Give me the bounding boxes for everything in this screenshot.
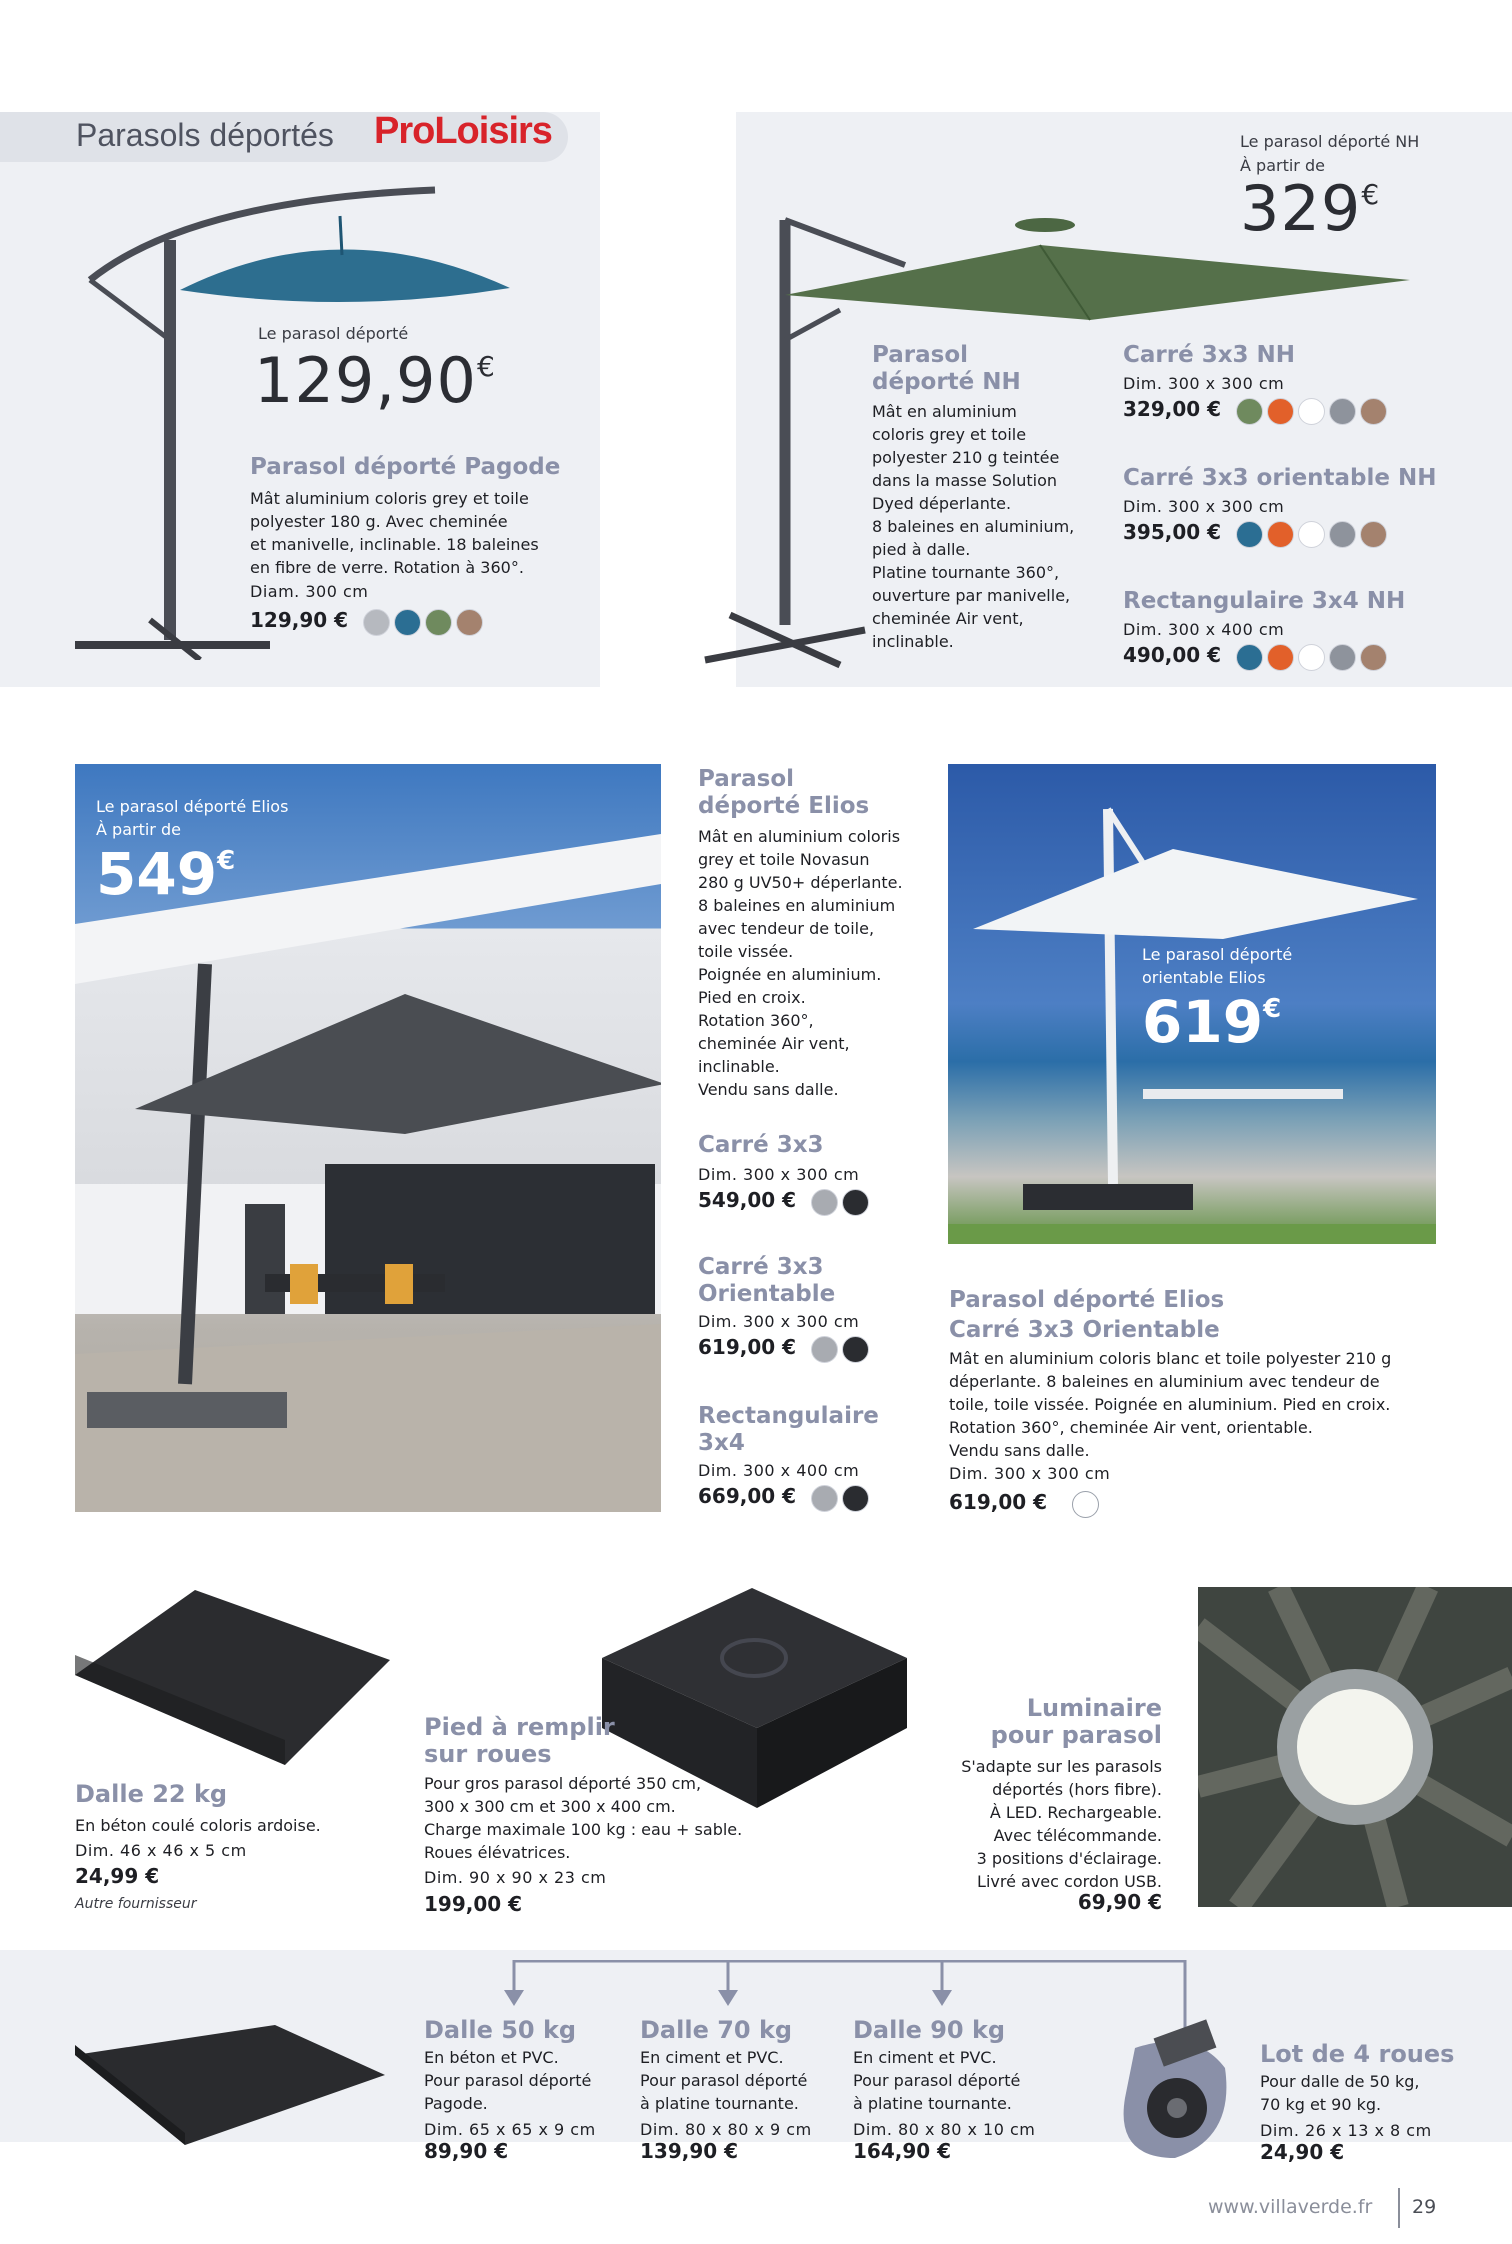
nh-desc [872,400,1074,653]
elios-desc-line: cheminée Air vent, [698,1034,850,1053]
elios-orientable-desc-line: Mât en aluminium coloris blanc et toile polyester 210 g [949,1349,1392,1368]
color-swatch-grey[interactable] [1329,521,1356,548]
elios-variant-price-row [698,1484,879,1512]
dalle-dim: Dim. 65 x 65 x 9 cm [424,2120,596,2139]
pagode-desc-line: polyester 180 g. Avec cheminée [250,512,508,531]
nh-desc-line: Mât en aluminium [872,402,1017,421]
dalle-desc-line: à platine tournante. [640,2094,799,2113]
pied-roues-desc-line: Roues élévatrices. [424,1843,571,1862]
luminaire-desc-line: déportés (hors fibre). [992,1780,1162,1799]
nh-price-big [1240,172,1380,245]
elios-orientable-desc-line: déperlante. 8 baleines en aluminium avec tendeur de [949,1372,1380,1391]
nh-price-currency: € [1361,178,1381,211]
pied-roues-desc-line: Charge maximale 100 kg : eau + sable. [424,1820,743,1839]
color-swatch-taupe[interactable] [1360,644,1387,671]
elios-desc-line: grey et toile Novasun [698,850,870,869]
luminaire-desc [880,1755,1162,1893]
dalle-dim: Dim. 80 x 80 x 9 cm [640,2120,812,2139]
dalle-dim: Dim. 80 x 80 x 10 cm [853,2120,1036,2139]
elios-variant-carre [698,1132,869,1216]
elios-desc-line: avec tendeur de toile, [698,919,875,938]
dalle-90kg-info [853,2016,1035,2163]
luminaire-title-line: Luminaire [1026,1694,1162,1722]
section-title: Parasols déportés [76,117,334,153]
nh-variant-price: 329,00 € [1123,397,1222,421]
elios-desc-line: Pied en croix. [698,988,806,1007]
pagode-price-currency: € [476,350,496,383]
nh-title [872,342,1021,396]
elios-variant-title-line: 3x4 [698,1430,745,1456]
pagode-price-big-value: 129,90 [254,344,477,417]
pagode-lead: Le parasol déporté [258,324,409,343]
pagode-desc-line: et manivelle, inclinable. 18 baleines [250,535,539,554]
luminaire-led-image [1198,1587,1512,1907]
dalle-title: Dalle 70 kg [640,2016,793,2044]
elios-orientable-desc-line: Rotation 360°, cheminée Air vent, orientable. [949,1418,1313,1437]
dalle-22kg-note: Autre fournisseur [75,1896,197,1912]
color-swatch-white[interactable] [1298,398,1325,425]
pagode-parasol-image [70,180,710,660]
color-swatch-grey[interactable] [1329,398,1356,425]
dalle-50kg-image [75,2025,390,2145]
nh-desc-line: pied à dalle. [872,540,971,559]
elios-variant-dim: Dim. 300 x 300 cm [698,1312,860,1331]
elios-desc-line: 8 baleines en aluminium [698,896,896,915]
nh-price-big-value: 329 [1240,172,1362,245]
elios-variant-title-line: Orientable [698,1281,836,1307]
elios-variant-price-row [698,1188,869,1216]
nh-lead-line: À partir de [1240,156,1325,175]
elios-variant-price-row [698,1335,869,1363]
elios-photo-price-currency: € [217,846,236,876]
page-number: 29 [1412,2196,1437,2218]
dalle-desc-line: En ciment et PVC. [853,2048,997,2067]
color-swatch-grey[interactable] [811,1485,838,1512]
elios-photo-lead [96,795,288,841]
dalle-22kg-dim: Dim. 46 x 46 x 5 cm [75,1841,247,1860]
dalle-70kg-info [640,2016,812,2163]
elios-desc-line: inclinable. [698,1057,780,1076]
nh-variant-price-row [1123,520,1437,548]
color-swatch-anthracite[interactable] [842,1189,869,1216]
pagode-desc [250,487,539,579]
nh-lead-line: Le parasol déporté NH [1240,132,1420,151]
nh-desc-line: inclinable. [872,632,954,651]
elios-desc-line: Vendu sans dalle. [698,1080,839,1099]
elios-orientable-lead [1142,943,1292,989]
elios-variant-rectangulaire [698,1403,879,1512]
luminaire-desc-line: S'adapte sur les parasols [961,1757,1162,1776]
pied-roues-dim: Dim. 90 x 90 x 23 cm [424,1868,607,1887]
nh-variant-title: Carré 3x3 orientable NH [1123,465,1437,491]
nh-variant-dim: Dim. 300 x 300 cm [1123,374,1285,393]
pagode-color-swatches [363,609,483,636]
pied-roues-title [424,1714,615,1768]
nh-variant-carre [1123,342,1387,425]
pagode-title: Parasol déporté Pagode [250,454,561,480]
elios-orientable-price-currency: € [1263,994,1282,1024]
pagode-price: 129,90 € [250,608,349,632]
roues-price: 24,90 € [1260,2140,1345,2164]
pied-roues-desc-line: 300 x 300 cm et 300 x 400 cm. [424,1797,676,1816]
nh-variant-dim: Dim. 300 x 300 cm [1123,497,1285,516]
color-swatch-anthracite[interactable] [842,1485,869,1512]
elios-orientable-price-row [949,1490,1099,1518]
elios-photo-lead-line: Le parasol déporté Elios [96,797,289,816]
elios-title-line: déporté Elios [698,793,870,819]
nh-desc-line: cheminée Air vent, [872,609,1024,628]
elios-variant-title [698,1254,869,1308]
elios-variant-swatches [811,1336,869,1363]
pagode-desc-line: en fibre de verre. Rotation à 360°. [250,558,524,577]
dalle-22kg-desc: En béton coulé coloris ardoise. [75,1816,321,1835]
footer-url[interactable]: www.villaverde.fr [1208,2196,1373,2218]
luminaire-desc-line: Livré avec cordon USB. [977,1872,1162,1891]
color-swatch-blue[interactable] [1236,644,1263,671]
nh-variant-price-row [1123,397,1387,425]
pied-roues-title-line: Pied à remplir [424,1713,615,1741]
dalle-desc-line: Pagode. [424,2094,488,2113]
elios-orientable-price: 619,00 € [949,1490,1048,1514]
elios-variant-swatches [811,1189,869,1216]
color-swatch-orange[interactable] [1267,521,1294,548]
footer-divider [1398,2188,1400,2228]
dalle-22kg-title: Dalle 22 kg [75,1780,228,1808]
elios-variant-swatches [811,1485,869,1512]
elios-desc-line: toile vissée. [698,942,794,961]
dalle-price: 139,90 € [640,2139,739,2163]
nh-desc-line: coloris grey et toile [872,425,1027,444]
elios-orientable-desc [949,1347,1391,1462]
roues-desc-line: Pour dalle de 50 kg, [1260,2072,1420,2091]
dalle-desc-line: à platine tournante. [853,2094,1012,2113]
dalle-desc-line: Pour parasol déporté [640,2071,808,2090]
dalle-22kg-image [75,1590,395,1770]
color-swatch-orange[interactable] [1267,644,1294,671]
dalle-desc-line: En ciment et PVC. [640,2048,784,2067]
dalle-price: 89,90 € [424,2139,509,2163]
color-swatch-taupe[interactable] [1360,521,1387,548]
color-swatch-green[interactable] [425,609,452,636]
color-swatch-white[interactable] [1072,1491,1099,1518]
elios-variant-title-line: Carré 3x3 [698,1254,824,1280]
nh-variant-swatches [1236,644,1387,671]
elios-desc-line: Mât en aluminium coloris [698,827,901,846]
pied-roues-title-line: sur roues [424,1740,552,1768]
nh-desc-line: Dyed déperlante. [872,494,1012,513]
color-swatch-grey[interactable] [363,609,390,636]
color-swatch-taupe[interactable] [456,609,483,636]
color-swatch-blue[interactable] [1236,521,1263,548]
elios-variant-price: 549,00 € [698,1188,797,1212]
nh-lead [1240,130,1419,178]
color-swatch-blue[interactable] [394,609,421,636]
nh-variant-swatches [1236,521,1387,548]
dalle-desc [424,2046,596,2115]
elios-variant-dim: Dim. 300 x 300 cm [698,1165,860,1184]
roues-info [1260,2040,1454,2164]
elios-variant-price: 669,00 € [698,1484,797,1508]
elios-title [698,766,869,820]
elios-photo-lead-line: À partir de [96,820,181,839]
nh-variant-swatches [1236,398,1387,425]
elios-orientable-title [949,1285,1224,1345]
nh-variant-price-row [1123,643,1405,671]
elios-desc-line: Poignée en aluminium. [698,965,882,984]
elios-variant-title-line: Rectangulaire [698,1403,879,1429]
pied-roues-desc [424,1772,742,1864]
color-swatch-grey[interactable] [811,1189,838,1216]
roues-title: Lot de 4 roues [1260,2040,1455,2068]
luminaire-price: 69,90 € [1077,1890,1162,1914]
elios-desc [698,825,903,1101]
elios-orientable-price-big-value: 619 [1142,988,1264,1056]
elios-orientable-price-big [1142,988,1281,1056]
elios-variant-title: Carré 3x3 [698,1132,824,1158]
dalle-50kg-info [424,2016,596,2163]
color-swatch-taupe[interactable] [1360,398,1387,425]
dalle-desc [853,2046,1035,2115]
color-swatch-anthracite[interactable] [842,1336,869,1363]
luminaire-desc-line: 3 positions d'éclairage. [976,1849,1162,1868]
nh-variant-rectangulaire [1123,588,1405,671]
color-swatch-grey[interactable] [1329,644,1356,671]
pagode-dim: Diam. 300 cm [250,582,369,601]
pagode-price-big [254,344,496,417]
color-swatch-white[interactable] [1298,521,1325,548]
pied-roues-desc-line: Pour gros parasol déporté 350 cm, [424,1774,702,1793]
nh-desc-line: Platine tournante 360°, [872,563,1060,582]
dalle-desc-line: Pour parasol déporté [853,2071,1021,2090]
nh-variant-title: Carré 3x3 NH [1123,342,1296,368]
nh-desc-line: dans la masse Solution [872,471,1058,490]
dalle-desc-line: En béton et PVC. [424,2048,559,2067]
elios-photo-price-value: 549 [96,840,218,908]
roues-desc [1260,2070,1454,2116]
nh-title-line: déporté NH [872,369,1021,395]
nh-title-line: Parasol [872,342,968,368]
elios-orientable-desc-line: toile, toile vissée. Poignée en aluminium. Pied en croix. [949,1395,1391,1414]
dalle-22kg-price: 24,99 € [75,1864,160,1888]
luminaire-title [880,1695,1162,1749]
dalle-title: Dalle 90 kg [853,2016,1006,2044]
luminaire-desc-line: Avec télécommande. [993,1826,1162,1845]
color-swatch-white[interactable] [1298,644,1325,671]
dalles-connector-lines [500,1960,1200,2040]
color-swatch-orange[interactable] [1267,398,1294,425]
nh-variant-price: 395,00 € [1123,520,1222,544]
elios-variant-price: 619,00 € [698,1335,797,1359]
elios-variant-orientable [698,1254,869,1363]
elios-desc-line: 280 g UV50+ déperlante. [698,873,903,892]
pagode-desc-line: Mât aluminium coloris grey et toile [250,489,529,508]
luminaire-title-line: pour parasol [990,1721,1162,1749]
elios-desc-line: Rotation 360°, [698,1011,814,1030]
pagode-price-row [250,608,483,636]
elios-variant-title [698,1403,879,1457]
pied-roues-price: 199,00 € [424,1892,523,1916]
luminaire-photo [1198,1587,1512,1907]
elios-orientable-lead-line: Le parasol déporté [1142,945,1293,964]
elios-orientable-lead-line: orientable Elios [1142,968,1266,987]
dalle-title: Dalle 50 kg [424,2016,577,2044]
proloisirs-logo: ProLoisirs [374,110,552,152]
elios-orientable-swatches [1072,1491,1099,1518]
roues-dim: Dim. 26 x 13 x 8 cm [1260,2121,1432,2140]
elios-orientable-title-line: Parasol déporté Elios [949,1287,1225,1313]
dalle-desc-line: Pour parasol déporté [424,2071,592,2090]
nh-desc-line: polyester 210 g teintée [872,448,1060,467]
nh-variant-orientable [1123,465,1437,548]
nh-variant-price: 490,00 € [1123,643,1222,667]
luminaire-desc-line: À LED. Rechargeable. [989,1803,1162,1822]
elios-variant-dim: Dim. 300 x 400 cm [698,1461,860,1480]
elios-orientable-title-line: Carré 3x3 Orientable [949,1317,1220,1343]
elios-photo-price [96,840,235,908]
elios-orientable-dim: Dim. 300 x 300 cm [949,1464,1111,1483]
nh-variant-title: Rectangulaire 3x4 NH [1123,588,1406,614]
elios-orientable-desc-line: Vendu sans dalle. [949,1441,1090,1460]
roues-desc-line: 70 kg et 90 kg. [1260,2095,1382,2114]
color-swatch-grey[interactable] [811,1336,838,1363]
elios-title-line: Parasol [698,766,794,792]
color-swatch-green[interactable] [1236,398,1263,425]
nh-variant-dim: Dim. 300 x 400 cm [1123,620,1285,639]
nh-desc-line: ouverture par manivelle, [872,586,1071,605]
dalle-desc [640,2046,812,2115]
dalle-price: 164,90 € [853,2139,952,2163]
roues-image [1115,2008,1235,2168]
nh-desc-line: 8 baleines en aluminium, [872,517,1075,536]
